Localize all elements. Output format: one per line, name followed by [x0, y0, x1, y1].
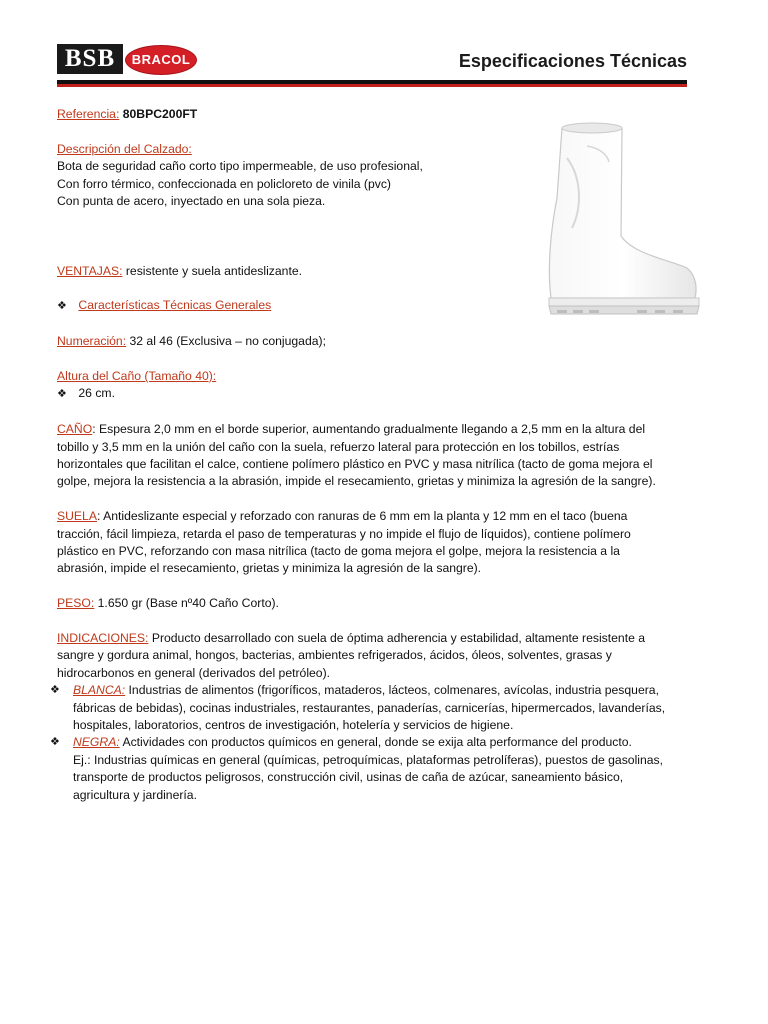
numeracion-label: Numeración:	[57, 334, 127, 349]
descripcion-label: Descripción del Calzado:	[57, 141, 192, 156]
page-title: Especificaciones Técnicas	[458, 51, 687, 71]
blanca-label: BLANCA:	[73, 683, 126, 698]
bracol-logo: BRACOL	[125, 45, 197, 75]
peso-line	[57, 595, 667, 612]
negra-extra-text: Ej.: Industrias químicas en general (químicas, petroquímicas, plataformas petrolíferas), puestos de gasolinas, transporte de productos peligrosos, construcción civil, usinas de caña de azúcar, saneamiento básico, agricultura y jardinería.	[73, 752, 664, 802]
indicaciones-item-blanca	[50, 682, 667, 734]
cano-label: CAÑO	[57, 422, 93, 437]
header-rule-red	[57, 84, 687, 87]
diamond-bullet-icon: ❖	[57, 388, 67, 401]
caracteristicas-label: Características Técnicas Generales	[78, 298, 272, 313]
peso-text: 1.650 gr (Base nº40 Caño Corto).	[97, 596, 279, 611]
descripcion-line-1: Bota de seguridad caño corto tipo impermeable, de uso profesional,	[57, 159, 423, 174]
diamond-bullet-icon: ❖	[50, 684, 60, 697]
indicaciones-label: INDICACIONES:	[57, 631, 149, 646]
peso-label: PESO:	[57, 596, 95, 611]
referencia-line	[57, 106, 667, 123]
ventajas-line	[57, 263, 667, 280]
altura-value-line	[57, 385, 667, 403]
altura-label: Altura del Caño (Tamaño 40):	[57, 369, 217, 383]
diamond-bullet-icon: ❖	[50, 736, 60, 749]
negra-label: NEGRA:	[73, 735, 120, 750]
descripcion-line-2: Con forro térmico, confeccionada en policloreto de vinila (pvc)	[57, 176, 391, 191]
numeracion-line	[57, 333, 667, 350]
descripcion-line-3: Con punta de acero, inyectado en una sola pieza.	[57, 194, 326, 209]
indicaciones-paragraph	[57, 630, 667, 682]
numeracion-text: 32 al 46 (Exclusiva – no conjugada);	[129, 334, 326, 349]
negra-text: Actividades con productos químicos en general, donde se exija alta performance del producto.	[122, 735, 632, 750]
suela-paragraph	[57, 508, 667, 578]
indicaciones-item-negra	[50, 734, 667, 804]
cano-paragraph	[57, 421, 667, 491]
ventajas-label: VENTAJAS:	[57, 263, 123, 278]
spec-content	[50, 106, 667, 804]
bsb-logo: BSB	[57, 44, 123, 74]
indicaciones-text: Producto desarrollado con suela de óptima adherencia y estabilidad, altamente resistente a sangre y gordura animal, hongos, bacterias, ambientes refrigerados, ácidos, óleos, solventes, grasas y hidrocarbonos en general (derivados del petróleo).	[57, 631, 646, 680]
ventajas-text: resistente y suela antideslizante.	[125, 263, 303, 278]
caracteristicas-line	[57, 297, 667, 315]
altura-value: 26 cm.	[78, 386, 115, 401]
cano-text: : Espesura 2,0 mm en el borde superior, aumentando gradualmente llegando a 2,5 mm en la altura del tobillo y 3,5 mm en la unión del caño con la suela, refuerzo lateral para protección en los tobillos, estrías horizontales que facilitan el calce, contiene polímero plástico en PVC y masa nitrílica (tacto de goma mejora el golpe, mejora la resistencia a la abrasión, impide el resecamiento, grietas y minimiza la agresión de la sangre).	[57, 422, 656, 489]
suela-text: : Antideslizante especial y reforzado con ranuras de 6 mm em la planta y 12 mm en el taco (buena tracción, fácil limpieza, retarda el paso de temperaturas y no impide el flujo de líquidos), contiene polímero plástico en PVC, reforzando con masa nitrílica (tacto de goma mejora el golpe, mejora la resistencia a la abrasión, impide el resecamiento, grietas y minimiza la agresión de la sangre).	[57, 509, 631, 576]
blanca-text: Industrias de alimentos (frigoríficos, mataderos, lácteos, colmenares, avícolas, industria pesquera, fábricas de bebidas), cocinas industriales, restaurantes, panaderías, carnicerías, hipermercados, lavanderías, hospitales, laboratorios, centros de investigación, hotelería y servicios de higiene.	[73, 683, 666, 733]
suela-label: SUELA	[57, 509, 97, 524]
referencia-label: Referencia:	[57, 107, 120, 121]
diamond-bullet-icon: ❖	[57, 300, 67, 313]
referencia-value: 80BPC200FT	[122, 107, 198, 121]
